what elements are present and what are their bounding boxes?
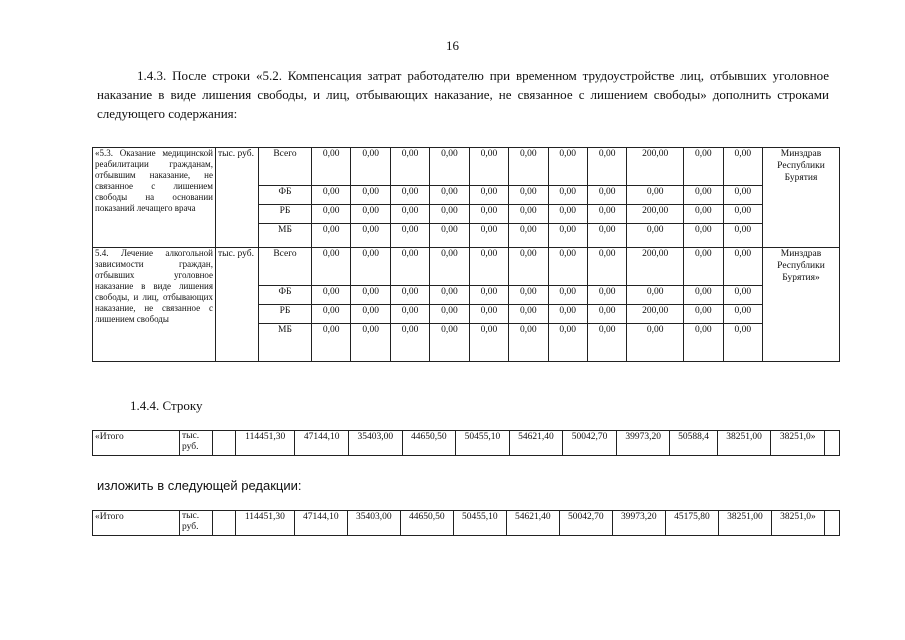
value-cell: 0,00 <box>548 305 587 324</box>
value-cell: 0,00 <box>430 286 469 305</box>
value-cell: 0,00 <box>684 224 723 248</box>
value-cell: 47144,10 <box>295 431 349 456</box>
value-cell: 44650,50 <box>400 511 453 536</box>
item-description: «5.3. Оказание медицинской реабилитации гражданам, отбывшим наказание, не связанное с лишением свободы на основании показаний лечащего врача <box>93 148 216 248</box>
value-cell: 0,00 <box>509 205 548 224</box>
value-cell: 0,00 <box>723 248 762 286</box>
value-cell: 50042,70 <box>563 431 617 456</box>
value-cell: 0,00 <box>627 286 684 305</box>
value-cell: 0,00 <box>390 286 429 305</box>
value-cell: 0,00 <box>390 305 429 324</box>
value-cell: 50588,4 <box>670 431 717 456</box>
total-label: «Итого <box>93 431 180 456</box>
value-cell: 0,00 <box>587 186 626 205</box>
value-cell: 39973,20 <box>616 431 670 456</box>
value-cell: 0,00 <box>548 248 587 286</box>
value-cell: 0,00 <box>390 148 429 186</box>
value-cell: 0,00 <box>312 248 351 286</box>
value-cell: 0,00 <box>351 248 390 286</box>
item-description: 5.4. Лечение алкогольной зависимости граждан, отбывших уголовное наказание в виде лишения свободы, и лиц, отбывающих наказание, не связанное с лишением свободы <box>93 248 216 362</box>
funding-source: МБ <box>259 224 312 248</box>
value-cell: 0,00 <box>723 205 762 224</box>
value-cell: 0,00 <box>684 186 723 205</box>
value-cell: 0,00 <box>390 224 429 248</box>
value-cell: 0,00 <box>312 148 351 186</box>
value-cell: 0,00 <box>684 286 723 305</box>
value-cell: 50455,10 <box>453 511 506 536</box>
total-label: «Итого <box>93 511 180 536</box>
value-cell: 0,00 <box>723 224 762 248</box>
funding-source: Всего <box>259 248 312 286</box>
value-cell: 0,00 <box>469 186 508 205</box>
value-cell: 0,00 <box>390 324 429 362</box>
value-cell: 0,00 <box>587 305 626 324</box>
value-cell: 0,00 <box>351 224 390 248</box>
value-cell: 114451,30 <box>236 431 295 456</box>
value-cell: 0,00 <box>312 324 351 362</box>
unit-cell: тыс. руб. <box>180 511 213 536</box>
value-cell: 0,00 <box>312 205 351 224</box>
funding-source: ФБ <box>259 286 312 305</box>
value-cell: 0,00 <box>312 305 351 324</box>
value-cell: 0,00 <box>684 148 723 186</box>
value-cell: 200,00 <box>627 148 684 186</box>
value-cell: 0,00 <box>548 148 587 186</box>
table-row <box>93 511 840 536</box>
value-cell: 35403,00 <box>348 431 402 456</box>
value-cell: 0,00 <box>548 186 587 205</box>
value-cell: 0,00 <box>548 286 587 305</box>
value-cell: 0,00 <box>469 224 508 248</box>
table-row <box>93 431 840 456</box>
value-cell: 0,00 <box>587 148 626 186</box>
value-cell: 0,00 <box>684 248 723 286</box>
value-cell: 0,00 <box>509 224 548 248</box>
value-cell: 0,00 <box>684 305 723 324</box>
value-cell: 0,00 <box>469 324 508 362</box>
table-row <box>93 148 840 186</box>
value-cell: 0,00 <box>430 248 469 286</box>
value-cell: 0,00 <box>312 186 351 205</box>
value-cell: 0,00 <box>509 305 548 324</box>
total-row-old-table <box>92 430 840 456</box>
value-cell: 0,00 <box>351 286 390 305</box>
value-cell: 0,00 <box>312 224 351 248</box>
value-cell: 0,00 <box>587 248 626 286</box>
value-cell: 0,00 <box>430 205 469 224</box>
responsible-org: Минздрав Республики Бурятия» <box>763 248 840 362</box>
value-cell: 38251,0» <box>771 511 824 536</box>
funding-source: ФБ <box>259 186 312 205</box>
value-cell: 0,00 <box>430 324 469 362</box>
value-cell: 0,00 <box>390 205 429 224</box>
funding-source: РБ <box>259 205 312 224</box>
value-cell: 0,00 <box>351 186 390 205</box>
empty-cell <box>825 431 840 456</box>
value-cell: 0,00 <box>312 286 351 305</box>
funding-source: Всего <box>259 148 312 186</box>
value-cell: 0,00 <box>351 205 390 224</box>
value-cell: 0,00 <box>469 248 508 286</box>
value-cell: 35403,00 <box>347 511 400 536</box>
funding-source: МБ <box>259 324 312 362</box>
additions-table <box>92 147 840 362</box>
value-cell: 0,00 <box>430 148 469 186</box>
value-cell: 0,00 <box>723 148 762 186</box>
responsible-org: Минздрав Республики Бурятия <box>763 148 840 248</box>
value-cell: 0,00 <box>548 205 587 224</box>
unit-cell: тыс. руб. <box>180 431 213 456</box>
value-cell: 0,00 <box>430 305 469 324</box>
total-row-new-table <box>92 510 840 536</box>
value-cell: 0,00 <box>469 286 508 305</box>
value-cell: 0,00 <box>509 148 548 186</box>
value-cell: 0,00 <box>587 324 626 362</box>
empty-cell <box>213 431 236 456</box>
value-cell: 0,00 <box>548 224 587 248</box>
empty-cell <box>825 511 840 536</box>
value-cell: 200,00 <box>627 205 684 224</box>
value-cell: 0,00 <box>627 186 684 205</box>
value-cell: 0,00 <box>627 324 684 362</box>
value-cell: 0,00 <box>723 286 762 305</box>
value-cell: 0,00 <box>430 224 469 248</box>
value-cell: 0,00 <box>351 305 390 324</box>
value-cell: 0,00 <box>509 248 548 286</box>
value-cell: 50455,10 <box>456 431 510 456</box>
value-cell: 0,00 <box>723 305 762 324</box>
value-cell: 200,00 <box>627 305 684 324</box>
value-cell: 44650,50 <box>402 431 456 456</box>
value-cell: 39973,20 <box>612 511 665 536</box>
value-cell: 0,00 <box>509 186 548 205</box>
value-cell: 0,00 <box>627 224 684 248</box>
value-cell: 0,00 <box>469 148 508 186</box>
value-cell: 38251,00 <box>718 511 771 536</box>
value-cell: 54621,40 <box>509 431 563 456</box>
value-cell: 38251,0» <box>771 431 825 456</box>
value-cell: 0,00 <box>509 286 548 305</box>
page-number: 16 <box>446 38 459 53</box>
empty-cell <box>213 511 236 536</box>
value-cell: 0,00 <box>390 186 429 205</box>
intro-paragraph: 1.4.3. После строки «5.2. Компенсация затрат работодателю при временном трудоустройстве лиц, отбывших уголовное наказание в виде лишения свободы, и лиц, отбывающих наказание, не связанное с лишением свободы» дополнить строками следующего содержания: <box>97 68 829 121</box>
value-cell: 200,00 <box>627 248 684 286</box>
value-cell: 0,00 <box>587 224 626 248</box>
value-cell: 0,00 <box>351 148 390 186</box>
value-cell: 0,00 <box>723 186 762 205</box>
value-cell: 0,00 <box>351 324 390 362</box>
value-cell: 45175,80 <box>665 511 718 536</box>
value-cell: 54621,40 <box>506 511 559 536</box>
value-cell: 0,00 <box>684 324 723 362</box>
value-cell: 0,00 <box>548 324 587 362</box>
value-cell: 0,00 <box>430 186 469 205</box>
heading-1-4-4: 1.4.4. Строку <box>130 398 203 413</box>
table-row <box>93 248 840 286</box>
value-cell: 38251,00 <box>717 431 771 456</box>
value-cell: 0,00 <box>723 324 762 362</box>
value-cell: 0,00 <box>469 305 508 324</box>
heading-new-edition: изложить в следующей редакции: <box>97 478 302 493</box>
value-cell: 114451,30 <box>236 511 295 536</box>
value-cell: 0,00 <box>469 205 508 224</box>
value-cell: 0,00 <box>509 324 548 362</box>
value-cell: 0,00 <box>390 248 429 286</box>
value-cell: 0,00 <box>587 286 626 305</box>
value-cell: 50042,70 <box>559 511 612 536</box>
unit-cell: тыс. руб. <box>216 248 259 362</box>
unit-cell: тыс. руб. <box>216 148 259 248</box>
value-cell: 47144,10 <box>294 511 347 536</box>
value-cell: 0,00 <box>684 205 723 224</box>
value-cell: 0,00 <box>587 205 626 224</box>
funding-source: РБ <box>259 305 312 324</box>
